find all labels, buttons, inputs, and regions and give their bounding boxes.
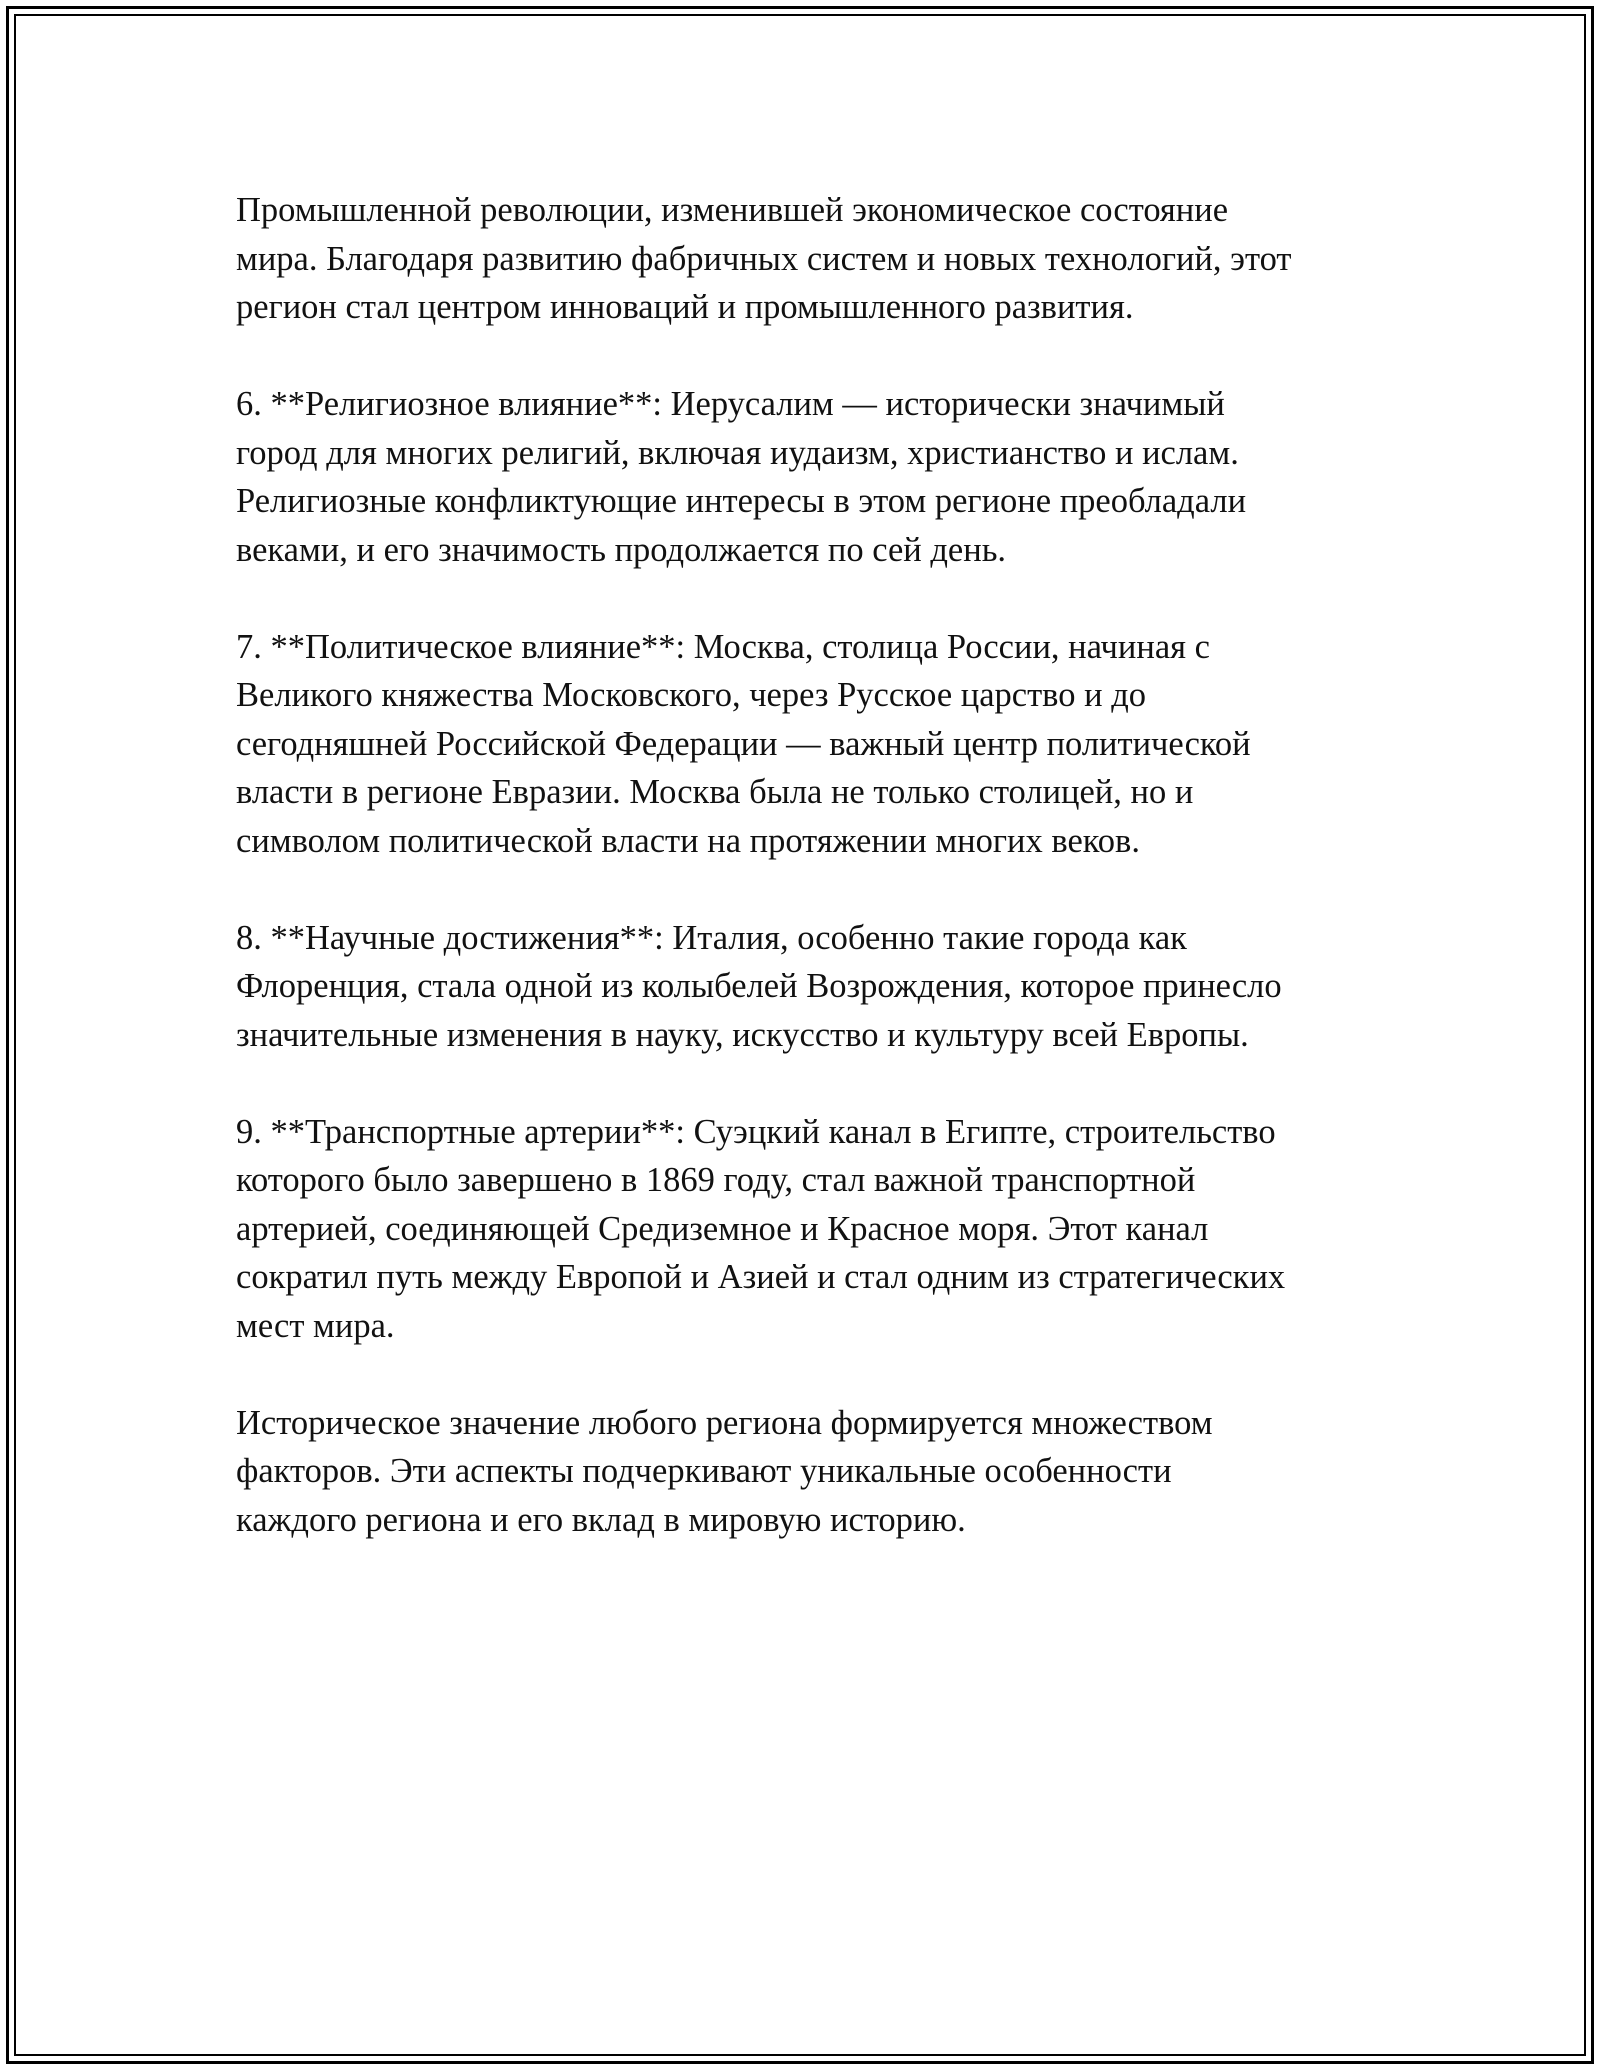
text-line: Великого княжества Московского, через Русское царство и до: [236, 676, 1147, 714]
text-line: факторов. Эти аспекты подчеркивают уникальные особенности: [236, 1452, 1172, 1490]
paragraph-transport-arteries: [236, 1108, 1376, 1351]
text-line: каждого региона и его вклад в мировую историю.: [236, 1500, 966, 1539]
text-line: 7. **Политическое влияние**: Москва, столица России, начиная с: [236, 627, 1210, 666]
text-line: 9. **Транспортные артерии**: Суэцкий канал в Египте, строительство: [236, 1112, 1276, 1151]
document-body: [236, 186, 1376, 1593]
text-line: Флоренция, стала одной из колыбелей Возрождения, которое принесло: [236, 967, 1282, 1005]
text-line: сегодняшней Российской Федерации — важный центр политической: [236, 724, 1251, 763]
text-line: символом политической власти на протяжении многих веков.: [236, 821, 1140, 860]
text-line: власти в регионе Евразии. Москва была не только столицей, но и: [236, 773, 1194, 811]
paragraph-religious-influence: [236, 380, 1376, 574]
text-line: Религиозные конфликтующие интересы в этом регионе преобладали: [236, 482, 1247, 520]
text-line: которого было завершено в 1869 году, стал важной транспортной: [236, 1161, 1196, 1199]
paragraph-scientific-achievements: [236, 914, 1376, 1060]
text-line: сократил путь между Европой и Азией и стал одним из стратегических: [236, 1258, 1286, 1296]
text-line: регион стал центром инноваций и промышленного развития.: [236, 288, 1134, 326]
text-line: значительные изменения в науку, искусство и культуру всей Европы.: [236, 1015, 1249, 1054]
text-line: мест мира.: [236, 1306, 395, 1345]
paragraph-political-influence: [236, 623, 1376, 866]
paragraph-conclusion: [236, 1399, 1376, 1545]
paragraph-industrial-revolution: [236, 186, 1376, 332]
text-line: город для многих религий, включая иудаизм, христианство и ислам.: [236, 433, 1239, 472]
text-line: веками, и его значимость продолжается по сей день.: [236, 530, 1007, 569]
text-line: Промышленной революции, изменившей экономическое состояние: [236, 191, 1229, 229]
text-line: 6. **Религиозное влияние**: Иерусалим — исторически значимый: [236, 385, 1225, 423]
text-line: 8. **Научные достижения**: Италия, особенно такие города как: [236, 918, 1187, 957]
text-line: артерией, соединяющей Средиземное и Красное моря. Этот канал: [236, 1209, 1209, 1248]
text-line: мира. Благодаря развитию фабричных систем и новых технологий, этот: [236, 239, 1292, 278]
text-line: Историческое значение любого региона формируется множеством: [236, 1403, 1213, 1442]
